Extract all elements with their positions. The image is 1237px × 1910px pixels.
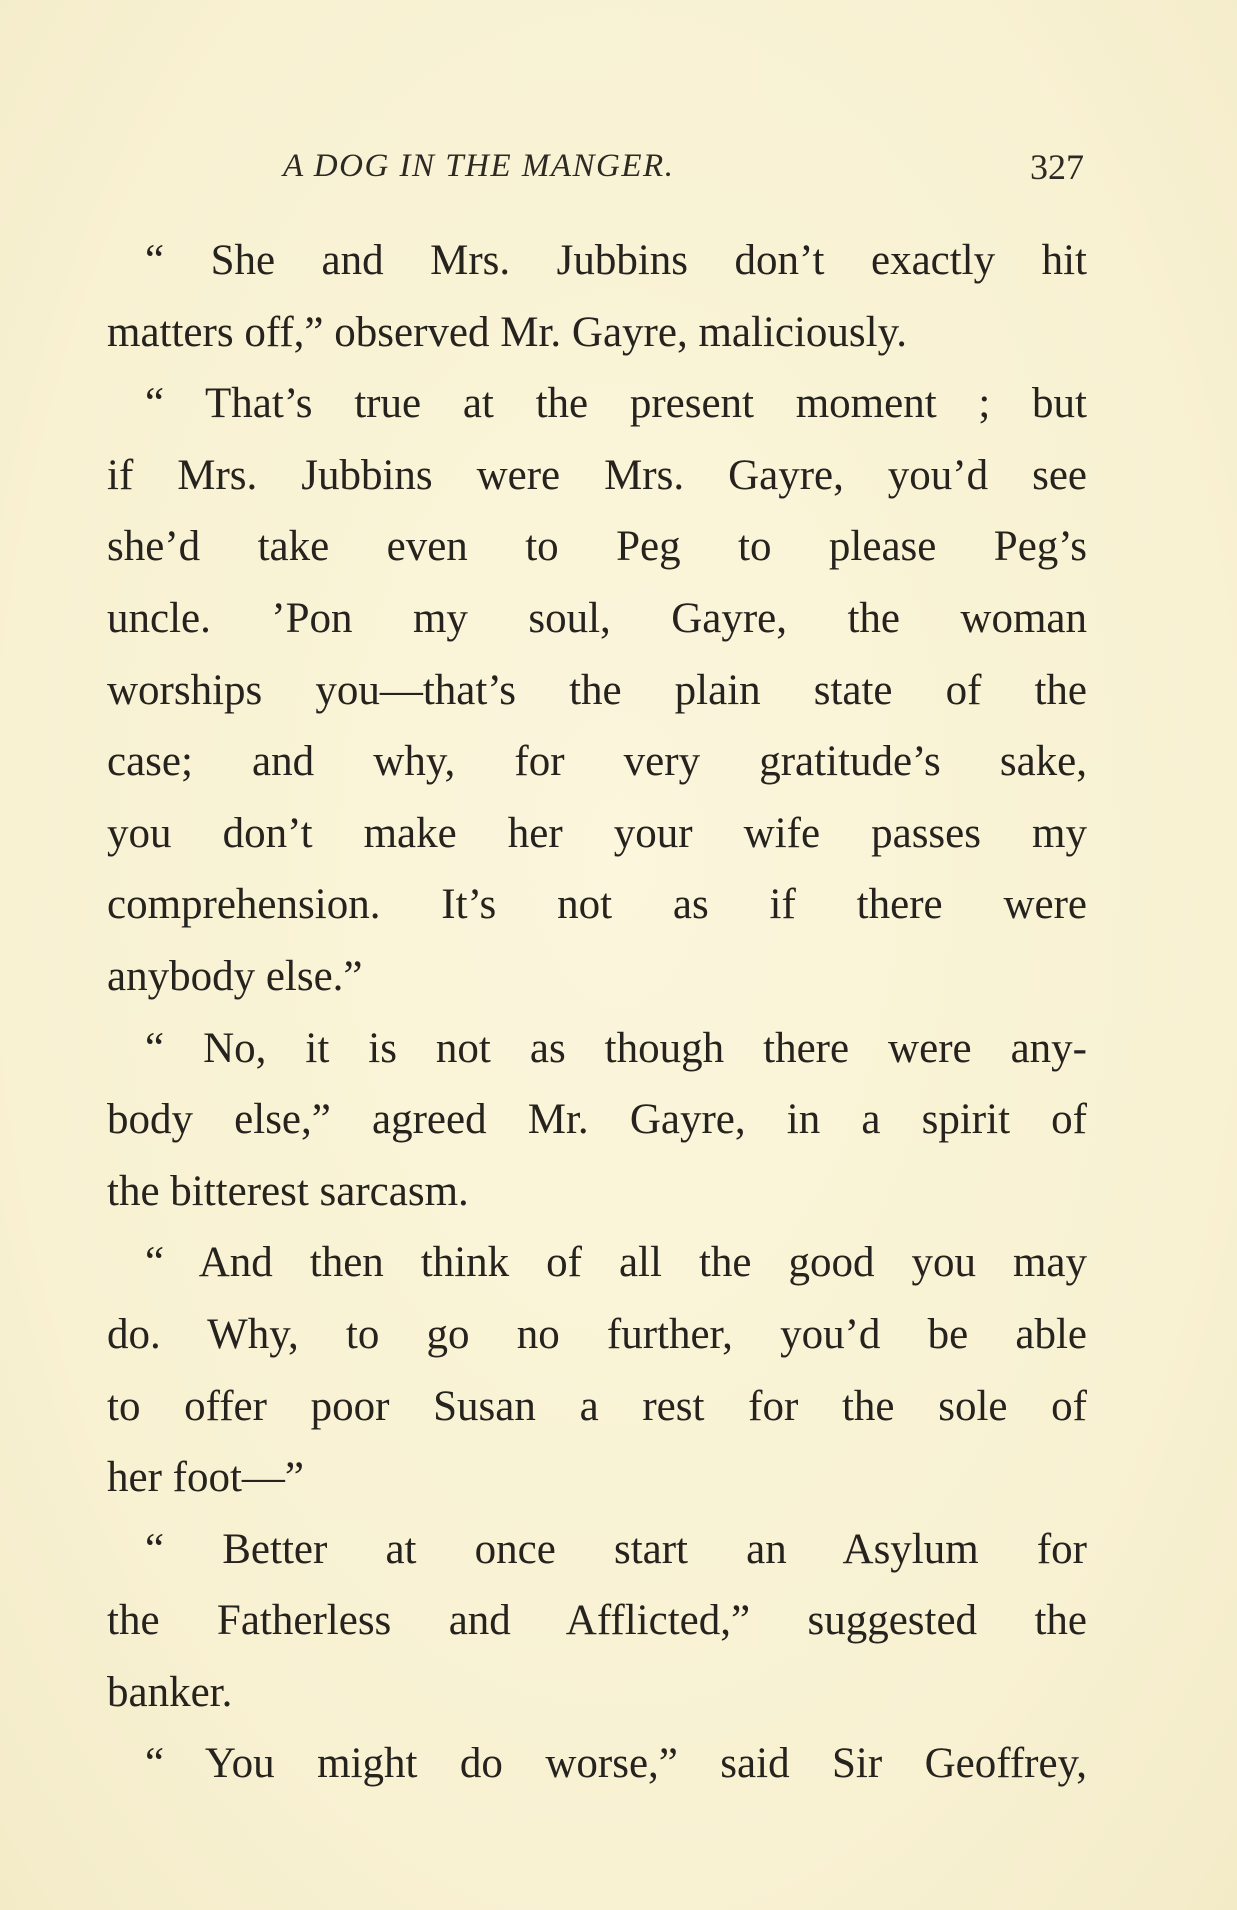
text-line: she’d take even to Peg to please Peg’s: [107, 523, 1087, 571]
text-line: her foot—”: [107, 1454, 305, 1502]
running-head: [0, 140, 1237, 200]
text-line: if Mrs. Jubbins were Mrs. Gayre, you’d see: [107, 451, 1087, 499]
text-line: “ And then think of all the good you may: [145, 1239, 1087, 1287]
text-line: “ You might do worse,” said Sir Geoffrey,: [145, 1740, 1087, 1788]
page-number: 327: [1030, 147, 1084, 187]
text-line: “ That’s true at the present moment ; but: [145, 380, 1087, 428]
text-line: banker.: [107, 1668, 233, 1716]
text-line: do. Why, to go no further, you’d be able: [107, 1310, 1087, 1358]
text-line: worships you—that’s the plain state of the: [107, 666, 1087, 714]
text-line: the bitterest sarcasm.: [107, 1167, 469, 1215]
text-line: uncle. ’Pon my soul, Gayre, the woman: [107, 594, 1087, 642]
running-title: A DOG IN THE MANGER.: [283, 148, 675, 184]
text-line: to offer poor Susan a rest for the sole of: [107, 1382, 1087, 1430]
text-line: comprehension. It’s not as if there were: [107, 881, 1087, 929]
text-line: the Fatherless and Afflicted,” suggested the: [107, 1597, 1087, 1645]
text-line: “ Better at once start an Asylum for: [145, 1525, 1087, 1573]
text-line: “ No, it is not as though there were any-: [145, 1024, 1087, 1072]
text-line: case; and why, for very gratitude’s sake,: [107, 738, 1087, 786]
text-line: you don’t make her your wife passes my: [107, 809, 1087, 857]
text-line: “ She and Mrs. Jubbins don’t exactly hit: [145, 237, 1087, 284]
text-line: anybody else.”: [107, 952, 363, 1000]
text-line: body else,” agreed Mr. Gayre, in a spirit of: [107, 1096, 1087, 1144]
text-line: matters off,” observed Mr. Gayre, maliciously.: [107, 308, 908, 356]
body-text: [107, 225, 1087, 1800]
